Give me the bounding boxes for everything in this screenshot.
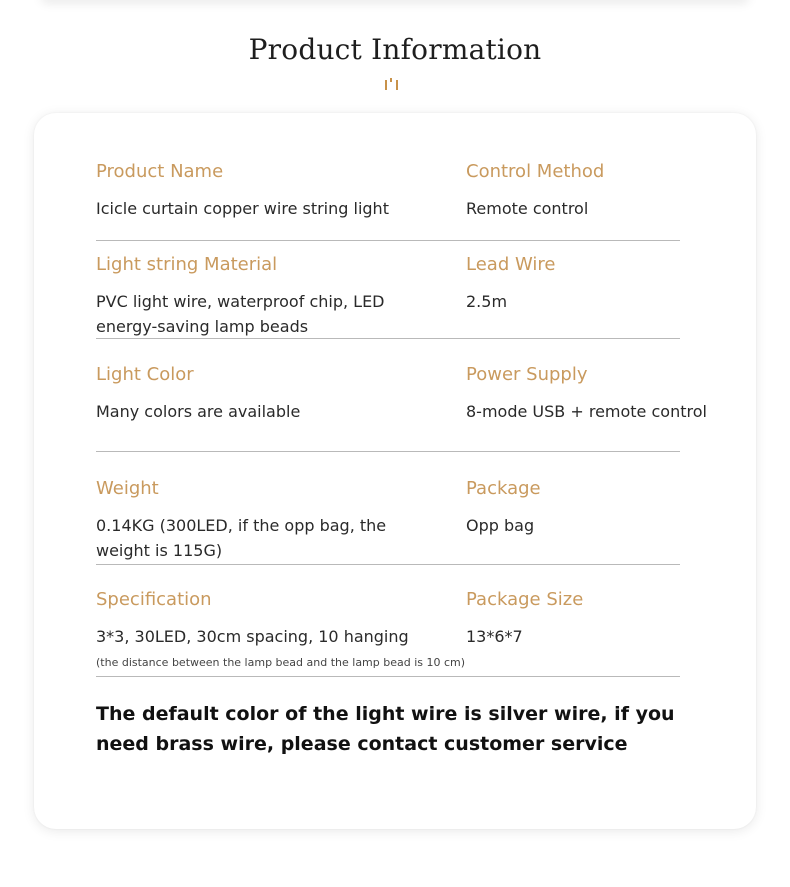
- row-divider: [96, 451, 680, 452]
- spec-label-product-name: Product Name: [96, 161, 224, 182]
- row-divider: [96, 564, 680, 565]
- spec-value-light-string-material-line2: energy-saving lamp beads: [96, 317, 309, 336]
- spec-label-power-supply: Power Supply: [466, 364, 588, 385]
- spec-value-package-size: 13*6*7: [466, 627, 523, 646]
- wire-color-notice: [96, 699, 696, 759]
- spec-value-power-supply: 8-mode USB + remote control: [466, 402, 707, 421]
- title-ornament-icon: [385, 78, 407, 92]
- spec-value-control-method: Remote control: [466, 199, 589, 218]
- spec-value-weight-line1: 0.14KG (300LED, if the opp bag, the: [96, 516, 387, 535]
- row-divider: [96, 676, 680, 677]
- page-title: Product Information: [248, 33, 542, 66]
- wire-color-notice-line2: need brass wire, please contact customer service: [96, 733, 628, 755]
- spec-value-light-color: Many colors are available: [96, 402, 301, 421]
- product-info-card: [34, 113, 756, 829]
- spec-value-lead-wire: 2.5m: [466, 292, 508, 311]
- spec-label-control-method: Control Method: [466, 161, 605, 182]
- spec-label-light-string-material: Light string Material: [96, 254, 278, 275]
- spec-label-specification: Specification: [96, 589, 212, 610]
- wire-color-notice-line1: The default color of the light wire is silver wire, if you: [96, 703, 675, 725]
- spec-value-package: Opp bag: [466, 516, 535, 535]
- spec-value-specification: 3*3, 30LED, 30cm spacing, 10 hanging: [96, 627, 409, 646]
- spec-label-package: Package: [466, 478, 541, 499]
- spec-value-light-string-material-line1: PVC light wire, waterproof chip, LED: [96, 292, 385, 311]
- spec-label-package-size: Package Size: [466, 589, 584, 610]
- row-divider: [96, 240, 680, 241]
- spec-value-weight-line2: weight is 115G): [96, 541, 223, 560]
- spec-label-light-color: Light Color: [96, 364, 194, 385]
- row-divider: [96, 338, 680, 339]
- spec-label-weight: Weight: [96, 478, 159, 499]
- spec-label-lead-wire: Lead Wire: [466, 254, 556, 275]
- spec-note-specification: (the distance between the lamp bead and the lamp bead is 10 cm): [96, 656, 466, 669]
- spec-value-product-name: Icicle curtain copper wire string light: [96, 199, 389, 218]
